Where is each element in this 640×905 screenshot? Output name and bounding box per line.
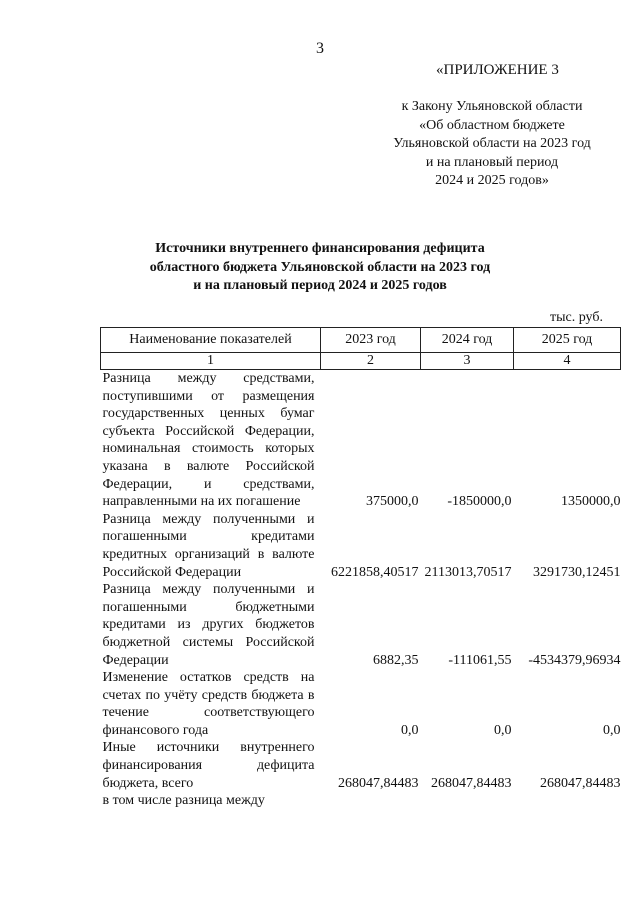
value-2025: 1350000,0 bbox=[561, 494, 621, 510]
title-line: и на плановый период 2024 и 2025 годов bbox=[193, 278, 447, 293]
title-line: Источники внутреннего финансирования дефицита bbox=[155, 241, 485, 256]
table-header-row bbox=[101, 328, 621, 353]
column-number: 4 bbox=[514, 353, 621, 370]
column-number-row bbox=[101, 353, 621, 370]
value-2023: 6221858,40517 bbox=[331, 564, 419, 580]
appendix-line: к Закону Ульяновской области bbox=[401, 99, 583, 114]
value-2024: -111061,55 bbox=[448, 652, 512, 668]
value-2025: -4534379,96934 bbox=[528, 652, 621, 668]
table-row bbox=[101, 581, 621, 669]
row-label: Разница между полученными и погашенными кредитами кредитных организаций в валюте Российской Федерации bbox=[102, 511, 315, 580]
value-2025 bbox=[514, 792, 621, 810]
appendix-line: 2024 и 2025 годов» bbox=[435, 173, 549, 188]
row-label: Разница между средствами, поступившими от размещения государственных ценных бумаг субъекта Российской Федерации, номинальная стоимость которых указана в валюте Российской Федерации, и средствами, направленными на их погашение bbox=[102, 371, 315, 510]
value-2023: 268047,84483 bbox=[338, 775, 419, 791]
units-label: тыс. руб. bbox=[550, 310, 603, 325]
value-2023 bbox=[321, 792, 421, 810]
value-2025: 3291730,12451 bbox=[533, 564, 621, 580]
row-label: Разница между полученными и погашенными бюджетными кредитами из других бюджетов бюджетной системы Российской Федерации bbox=[102, 582, 315, 668]
value-2025: 0,0 bbox=[603, 722, 621, 738]
value-2023: 375000,0 bbox=[366, 494, 419, 510]
value-2024: 2113013,70517 bbox=[424, 564, 512, 580]
appendix-line: Ульяновской области на 2023 год bbox=[393, 136, 591, 151]
table-row bbox=[101, 669, 621, 739]
column-number: 1 bbox=[101, 353, 321, 370]
document-title bbox=[60, 240, 580, 296]
value-2024: -1850000,0 bbox=[447, 494, 512, 510]
page-number: 3 bbox=[316, 40, 324, 57]
column-number: 2 bbox=[321, 353, 421, 370]
value-2025: 268047,84483 bbox=[540, 775, 621, 791]
header-name: Наименование показателей bbox=[101, 328, 321, 353]
appendix-title: «ПРИЛОЖЕНИЕ 3 bbox=[436, 62, 559, 78]
value-2023: 0,0 bbox=[401, 722, 419, 738]
table-row bbox=[101, 792, 621, 810]
column-number: 3 bbox=[421, 353, 514, 370]
row-label: Иные источники внутреннего финансирования дефицита бюджета, всего bbox=[102, 740, 315, 791]
appendix-line: «Об областном бюджете bbox=[419, 117, 565, 133]
appendix-line: и на плановый период bbox=[425, 154, 559, 170]
budget-table bbox=[100, 327, 621, 810]
appendix-reference bbox=[380, 98, 604, 191]
value-2024 bbox=[421, 792, 514, 810]
header-2025: 2025 год bbox=[514, 328, 621, 353]
value-2024: 268047,84483 bbox=[431, 775, 512, 791]
header-2023: 2023 год bbox=[321, 328, 421, 353]
table-row bbox=[101, 370, 621, 511]
table-row bbox=[101, 739, 621, 792]
value-2024: 0,0 bbox=[494, 722, 512, 738]
title-line: областного бюджета Ульяновской области на 2023 год bbox=[149, 259, 491, 275]
row-label: в том числе разница между bbox=[102, 793, 265, 809]
header-2024: 2024 год bbox=[421, 328, 514, 353]
table-row bbox=[101, 511, 621, 581]
row-label: Изменение остатков средств на счетах по учёту средств бюджета в течение соответствующего финансового года bbox=[102, 670, 315, 738]
value-2023: 6882,35 bbox=[373, 652, 419, 668]
